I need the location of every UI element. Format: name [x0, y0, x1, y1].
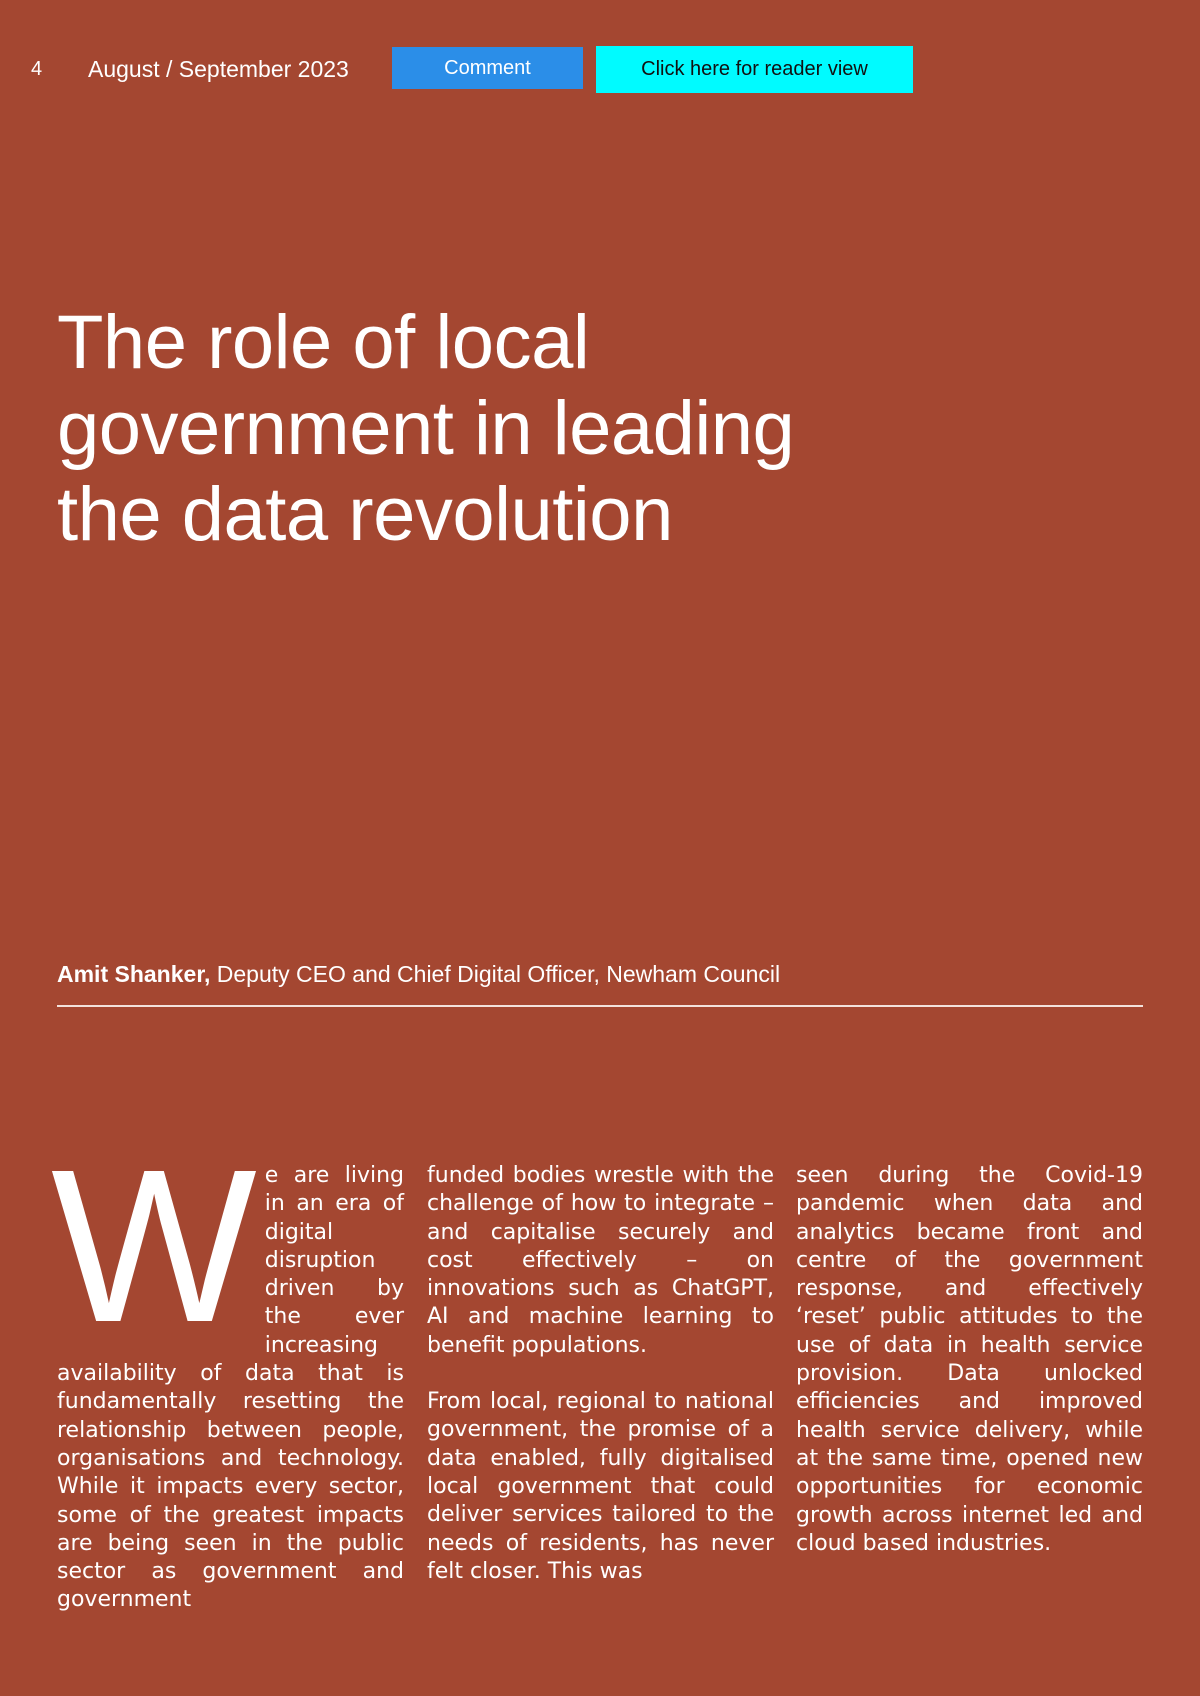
- reader-view-button[interactable]: Click here for reader view: [596, 46, 913, 93]
- title-line-2: government in leading: [57, 386, 795, 471]
- paragraph: From local, regional to national government, the promise of a data enabled, fully digitalised local government that could deliver services tailored to the needs of residents, has never felt closer. This was: [427, 1389, 774, 1584]
- article-column-1: [51, 1125, 404, 1615]
- paragraph: [51, 1125, 404, 1615]
- article-column-3: [796, 1162, 1143, 1558]
- author-role: Deputy CEO and Chief Digital Officer, Newham Council: [210, 961, 781, 987]
- byline: [57, 960, 780, 988]
- paragraph-text: e are living in an era of digital disruption driven by the ever increasing availability of data that is fundamentally resetting the relationship between people, organisations and technology. While it impacts every sector, some of the greatest impacts are being seen in the public sector as government and government: [57, 1163, 404, 1613]
- paragraph: funded bodies wrestle with the challenge of how to integrate – and capitalise securely and cost effectively – on innovations such as ChatGPT, AI and machine learning to benefit populations.: [427, 1163, 774, 1358]
- title-line-3: the data revolution: [57, 472, 673, 557]
- drop-cap: W: [51, 1125, 253, 1368]
- title-line-1: The role of local: [57, 300, 590, 385]
- issue-date: August / September 2023: [88, 56, 349, 82]
- top-bar: [0, 0, 1200, 110]
- divider-rule: [57, 1005, 1143, 1007]
- page-number: 4: [31, 58, 43, 80]
- comment-button[interactable]: Comment: [392, 47, 583, 89]
- article-column-2: [427, 1162, 774, 1586]
- article-title: [57, 300, 1057, 558]
- author-name: Amit Shanker,: [57, 961, 211, 987]
- paragraph: seen during the Covid-19 pandemic when data and analytics became front and centre of the government response, and effectively ‘reset’ public attitudes to the use of data in health service provision. Data unlocked efficiencies and improved health service delivery, while at the same time, opened new opportunities for economic growth across internet led and cloud based industries.: [796, 1163, 1143, 1556]
